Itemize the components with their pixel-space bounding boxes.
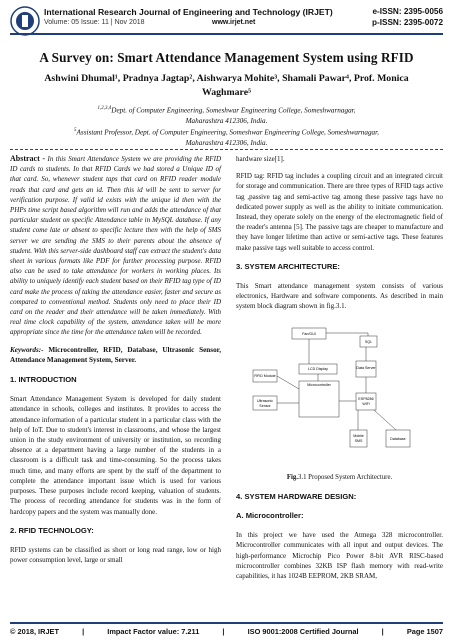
journal-website-link[interactable]: www.irjet.net xyxy=(212,19,256,26)
fig-lcd-label: LCD Display xyxy=(308,366,328,371)
microcontroller-text: In this project we have used the Atmega 328 microcontroller. Microcontroller communicates with all input and output devices. The high-performance Microchip Pico Power 8-bit AVR RISC-based microcontroller combines 32KB ISP flash memory with read-write capabilities, it has 1024B EEPROM, 2KB SRAM, xyxy=(236,531,443,581)
abstract-label: Abstract - xyxy=(10,154,46,163)
hardware-size-cont: hardware size[1]. xyxy=(236,155,285,163)
figure-caption xyxy=(236,473,443,483)
keywords-label: Keywords:- xyxy=(10,345,44,354)
volume-issue: Volume: 05 Issue: 11 | Nov 2018 xyxy=(44,19,145,26)
keywords-text: Microcontroller, RFID, Database, Ultrasonic Sensor, Attendance Management System, Server. xyxy=(10,345,221,364)
introduction-heading: 1. INTRODUCTION xyxy=(10,375,77,385)
fig-ultrasonic-label: Ultrasonic xyxy=(257,398,273,403)
fig-fan-gui-label: Fan/GUI xyxy=(302,331,316,336)
authors xyxy=(20,72,433,100)
microcontroller-heading: A. Microcontroller: xyxy=(236,511,304,521)
fig-database-label: Database xyxy=(390,436,406,441)
footer-copyright: © 2018, IRJET xyxy=(10,627,59,636)
authors-line-1: Ashwini Dhumal¹, Pradnya Jagtap², Aishwarya Mohite³, Shamali Pawar⁴, Prof. Monica xyxy=(44,73,409,84)
abstract xyxy=(10,154,221,338)
fig-data-server-label: Data Server xyxy=(356,365,376,370)
keywords xyxy=(10,345,221,365)
footer-divider-2: | xyxy=(222,627,225,636)
right-column xyxy=(236,154,443,588)
rfid-technology-heading: 2. RFID TECHNOLOGY: xyxy=(10,525,94,535)
abstract-text: In this Smart Attendance System we are providing the RFID ID cards to students. In that RFID Cards we had stored a Unique ID of that card. So, whenever student taps that card on RFID reader module reads that card and gets an id. Then this id will be sent to server for verification purpose. If valid id exists with the unique id then with the PHPs time script based algorithm will run and adds the attendance of that particular student on specific Attendance table in MySQL database. If any student come late or absent to specific lecture then with the help of SMS server we are sending the SMS to their parents about the absence of student. With this server-side dashboard staff can extract the student's data sheet in various formats like PDF for further processing purpose. RFID also can be used to take attendance for workers in working places. Its ability to uniquely identify each student based on their RFID tag type of ID card make the process of taking the attendance easier, faster and secure as compared to conventional method. Students only need to place their ID card on the reader and their attendance will be taken immediately. With real time clock capability of the system, attendance taken will be more appropriate since the time for the attendance taken will be recorded. xyxy=(10,155,222,337)
affil-2: Assistant Professor, Dept. of Computer Engineering, Someshwar Engineering College, Someshwarnagar, xyxy=(76,128,379,137)
caption-text: 3.1 Proposed System Architecture. xyxy=(297,473,393,481)
fig-mobile-label-2: SMS xyxy=(354,438,363,443)
affil-1-sup: 1,2,3,4 xyxy=(97,106,112,111)
pissn: p-ISSN: 2395-0072 xyxy=(372,18,443,27)
architecture-heading: 3. SYSTEM ARCHITECTURE: xyxy=(236,261,340,271)
fig-ultrasonic-label-2: Sensor xyxy=(259,403,271,408)
header-rule xyxy=(10,33,443,35)
fig-sql-label: SQL xyxy=(364,339,373,344)
journal-title: International Research Journal of Engineering and Technology (IRJET) xyxy=(44,7,333,17)
fig-esp-label: ESP8266 xyxy=(358,396,374,401)
fig-mobile-label: Mobile xyxy=(353,433,364,438)
affil-2-sup: 5 xyxy=(74,128,77,134)
fig-microcontroller-label: Microcontroller xyxy=(307,382,331,387)
footer-divider-3: | xyxy=(381,627,384,636)
footer-rule xyxy=(10,622,443,624)
architecture-text: This Smart attendance management system consists of various electronics, Hardware and software components. As described in main system block diagram shown in fig.3.1. xyxy=(236,282,443,311)
footer-impact-factor: Impact Factor value: 7.211 xyxy=(107,627,200,636)
footer-divider-1: | xyxy=(82,627,85,636)
hardware-design-heading: 4. SYSTEM HARDWARE DESIGN: xyxy=(236,491,357,501)
footer-page: Page 1507 xyxy=(406,627,443,636)
affil-1: Dept. of Computer Engineering, Someshwar Engineering College, Someshwarnagar, xyxy=(111,106,356,115)
irjet-logo-icon xyxy=(10,6,40,36)
eissn: e-ISSN: 2395-0056 xyxy=(372,7,443,16)
fig-esp-label-2: WiFi xyxy=(362,401,370,406)
architecture-diagram xyxy=(236,319,443,469)
paper-title: A Survey on: Smart Attendance Management System using RFID xyxy=(39,50,414,65)
fig-rfid-label: RFID Module xyxy=(254,373,276,378)
introduction-text: Smart Attendance Management System is developed for daily student attendance in schools, colleges and institutes. It provides to access the attendance information of a particular student in a particular class with the help of IoT. Due to student's interest in classrooms, and whose the largest union in the study environment of university or institution, so recording absence at a department having a large number of the students in a classroom is a difficult task and time-consuming. So the process takes much time, and many efforts are spent by the staff of the department to complete the attendance important issue which is used for various purposes. These purposes include record keeping, valuation of students. The process of recording attendance for students was in the form of hardcopy papers and the system was manually done. xyxy=(10,395,221,516)
affil-1b: Maharashtra 412306, India. xyxy=(185,116,268,125)
affil-2b: Maharashtra 412306, India. xyxy=(185,139,268,148)
authors-line-2: Waghmare⁵ xyxy=(201,87,252,98)
footer xyxy=(10,627,443,636)
title-separator xyxy=(10,149,443,150)
rfid-technology-text: RFID systems can be classified as short or long read range, low or high power consumption level, large or small xyxy=(10,545,221,565)
left-column xyxy=(10,154,221,572)
caption-fig-label: Fig. xyxy=(286,473,298,481)
affiliations xyxy=(20,104,433,149)
rfid-tag-text: RFID tag: RFID tag includes a coupling circuit and an integrated circuit for storage and communication. There are three types of RFID tags active tag ,passive tag and semi-active tag among these passive tags have no dedicated power supply as well as the ability to initiate communication. Instead, they operate solely on the energy of the electromagnetic field of the reader's antenna [5]. The passive tags are cheaper to manufacture and they have longer lifetime than active or semi-active tags. These features make passive tags well suitable to access control. xyxy=(236,172,443,252)
footer-iso: ISO 9001:2008 Certified Journal xyxy=(247,627,359,636)
